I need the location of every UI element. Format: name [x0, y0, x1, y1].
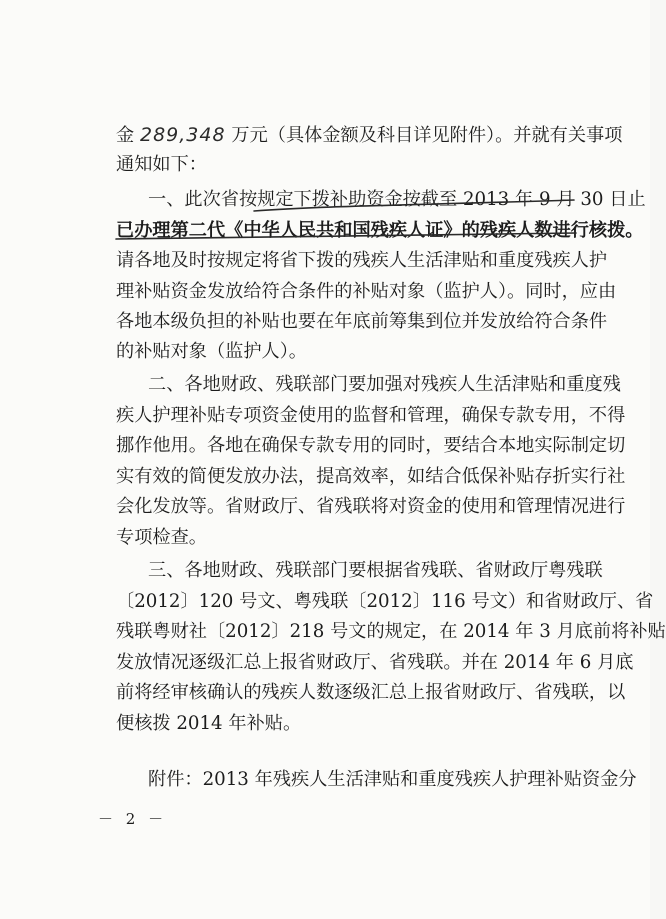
paragraph-line: 已办理第二代《中华人民共和国残疾人证》的残疾人数进行核拨。 — [116, 220, 644, 241]
paragraph-line: 前将经审核确认的残疾人数逐级汇总上报省财政厅、省残联，以 — [116, 682, 626, 703]
text-prefix: 金 — [116, 125, 135, 146]
paragraph-line: 〔2012〕120 号文、粤残联〔2012〕116 号文）和省财政厅、省 — [116, 591, 654, 612]
paragraph-line: 便核拨 2014 年补贴。 — [116, 713, 302, 734]
paragraph-line: 的补贴对象（监护人）。 — [116, 341, 307, 362]
paragraph-line: 理补贴资金发放给符合条件的补贴对象（监护人）。同时，应由 — [116, 281, 617, 302]
paragraph-line — [116, 120, 623, 150]
paragraph-line: 疾人护理补贴专项资金使用的监督和管理，确保专款专用，不得 — [116, 405, 626, 426]
paragraph-line: 挪作他用。各地在确保专款专用的同时，要结合本地实际制定切 — [116, 435, 626, 456]
paragraph-line: 实有效的简便发放办法，提高效率，如结合低保补贴存折实行社 — [116, 466, 626, 487]
page-number: － 2 － — [98, 810, 168, 828]
paragraph-line: 专项检查。 — [116, 527, 207, 548]
handwritten-amount: 289,348 — [140, 124, 226, 146]
paragraph-line: 会化发放等。省财政厅、省残联将对资金的使用和管理情况进行 — [116, 496, 626, 517]
paragraph-line: 三、各地财政、残联部门要根据省残联、省财政厅粤残联 — [148, 560, 603, 581]
attachment-line: 附件：2013 年残疾人生活津贴和重度残疾人护理补贴资金分 — [148, 769, 637, 790]
paragraph-line: 各地本级负担的补贴也要在年底前筹集到位并发放给符合条件 — [116, 311, 608, 332]
text-suffix: 万元（具体金额及科目详见附件）。并就有关事项 — [231, 125, 623, 146]
paragraph-line: 一、此次省按规定下拨补助资金按截至 2013 年 9 月 30 日止 — [148, 189, 646, 210]
paragraph-line: 通知如下： — [116, 154, 207, 175]
paragraph-line: 请各地及时按规定将省下拨的残疾人生活津贴和重度残疾人护 — [116, 250, 608, 271]
paragraph-line: 残联粤财社〔2012〕218 号文的规定，在 2014 年 3 月底前将补贴 — [116, 621, 666, 642]
paragraph-line: 发放情况逐级汇总上报省财政厅、省残联。并在 2014 年 6 月底 — [116, 652, 634, 673]
paragraph-line: 二、各地财政、残联部门要加强对残疾人生活津贴和重度残 — [148, 374, 621, 395]
